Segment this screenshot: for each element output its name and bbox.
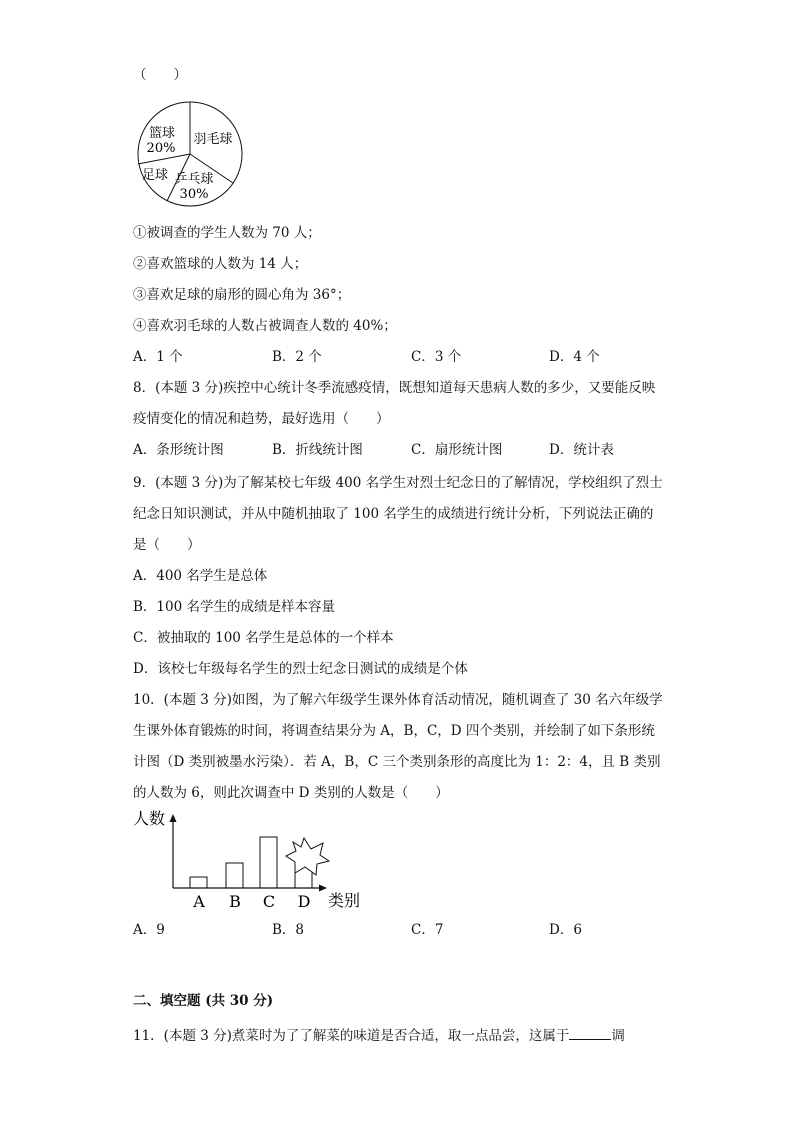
q9-line-3: 是（ ）: [133, 537, 201, 553]
x-tick-b: B: [229, 892, 241, 911]
y-axis-arrow: [170, 814, 177, 822]
option-b: B．折线统计图: [272, 442, 363, 458]
option-d: D．4 个: [549, 349, 600, 365]
pie-label-badminton: 羽毛球: [193, 132, 233, 147]
option-c: C．扇形统计图: [411, 442, 503, 458]
x-axis-arrow: [319, 885, 327, 892]
option-b: B．8: [272, 922, 305, 938]
q7-statement-3: ③喜欢足球的扇形的圆心角为 36°；: [133, 287, 351, 303]
q10-line-1: 10．(本题 3 分)如图，为了解六年级学生课外体育活动情况，随机调查了 30 名六年级学: [133, 692, 663, 708]
pie-label-pingpong: 乒乓球: [174, 172, 214, 187]
q7-options: [133, 348, 693, 366]
q9-line-1: 9．(本题 3 分)为了解某校七年级 400 名学生对烈士纪念日的了解情况，学校组织了烈士: [133, 475, 663, 491]
x-tick-c: C: [262, 892, 276, 911]
y-axis-label: 人数: [133, 809, 166, 828]
q10-options: [133, 921, 693, 939]
q10-line-4: 的人数为 6，则此次调查中 D 类别的人数是（ ）: [133, 785, 449, 801]
answer-blank[interactable]: [569, 1025, 611, 1040]
x-axis-label: 类别: [328, 891, 361, 910]
option-b: B．2 个: [272, 349, 322, 365]
option-c: C．7: [411, 922, 444, 938]
q7-statement-1: ①被调查的学生人数为 70 人；: [133, 225, 321, 241]
q9-option-c: C．被抽取的 100 名学生是总体的一个样本: [133, 630, 394, 646]
q10-bar-chart: [128, 806, 368, 916]
q7-statement-4: ④喜欢羽毛球的人数占被调查人数的 40%；: [133, 318, 397, 334]
q10-line-3: 计图（D 类别被墨水污染）．若 A，B，C 三个类别条形的高度比为 1：2：4，且 B 类别: [133, 754, 661, 770]
option-d: D．统计表: [549, 442, 614, 458]
pie-pct-pingpong: 30%: [179, 187, 209, 202]
option-c: C．3 个: [411, 349, 462, 365]
bar-a: [190, 877, 207, 888]
q11-text-after: 调: [611, 1028, 625, 1044]
option-d: D．6: [549, 922, 582, 938]
q8-line-2: 疫情变化的情况和趋势，最好选用（ ）: [133, 411, 390, 427]
pie-label-football: 足球: [141, 168, 169, 183]
q8-line-1: 8．(本题 3 分)疾控中心统计冬季流感疫情，既想知道每天患病人数的多少，又要能反映: [133, 380, 656, 396]
q9-option-d: D．该校七年级每名学生的烈士纪念日测试的成绩是个体: [133, 661, 468, 677]
ink-stain: [286, 838, 329, 875]
pie-label-basketball: 篮球: [148, 126, 176, 141]
x-tick-d: D: [297, 892, 311, 911]
option-a: A．1 个: [133, 349, 183, 365]
q11-text-before: 11．(本题 3 分)煮菜时为了了解菜的味道是否合适，取一点品尝，这属于: [133, 1028, 570, 1044]
q7-statement-2: ②喜欢篮球的人数为 14 人；: [133, 256, 308, 272]
section-title: 二、填空题 (共 30 分): [133, 993, 274, 1009]
q7-answer-paren: （ ）: [133, 67, 187, 83]
q11-line: [133, 1025, 625, 1045]
q10-line-2: 生课外体育锻炼的时间，将调查结果分为 A，B，C，D 四个类别，并绘制了如下条形统: [133, 723, 655, 739]
pie-pct-basketball: 20%: [146, 141, 176, 156]
q7-pie-chart: [130, 94, 250, 214]
option-a: A．条形统计图: [133, 442, 224, 458]
x-tick-a: A: [193, 892, 205, 911]
q8-options: [133, 441, 693, 459]
option-a: A．9: [133, 922, 165, 938]
q9-line-2: 纪念日知识测试，并从中随机抽取了 100 名学生的成绩进行统计分析，下列说法正确的: [133, 506, 654, 522]
bar-b: [226, 863, 243, 888]
bar-c: [260, 837, 277, 888]
q9-option-a: A．400 名学生是总体: [133, 568, 268, 584]
q9-option-b: B．100 名学生的成绩是样本容量: [133, 599, 335, 615]
